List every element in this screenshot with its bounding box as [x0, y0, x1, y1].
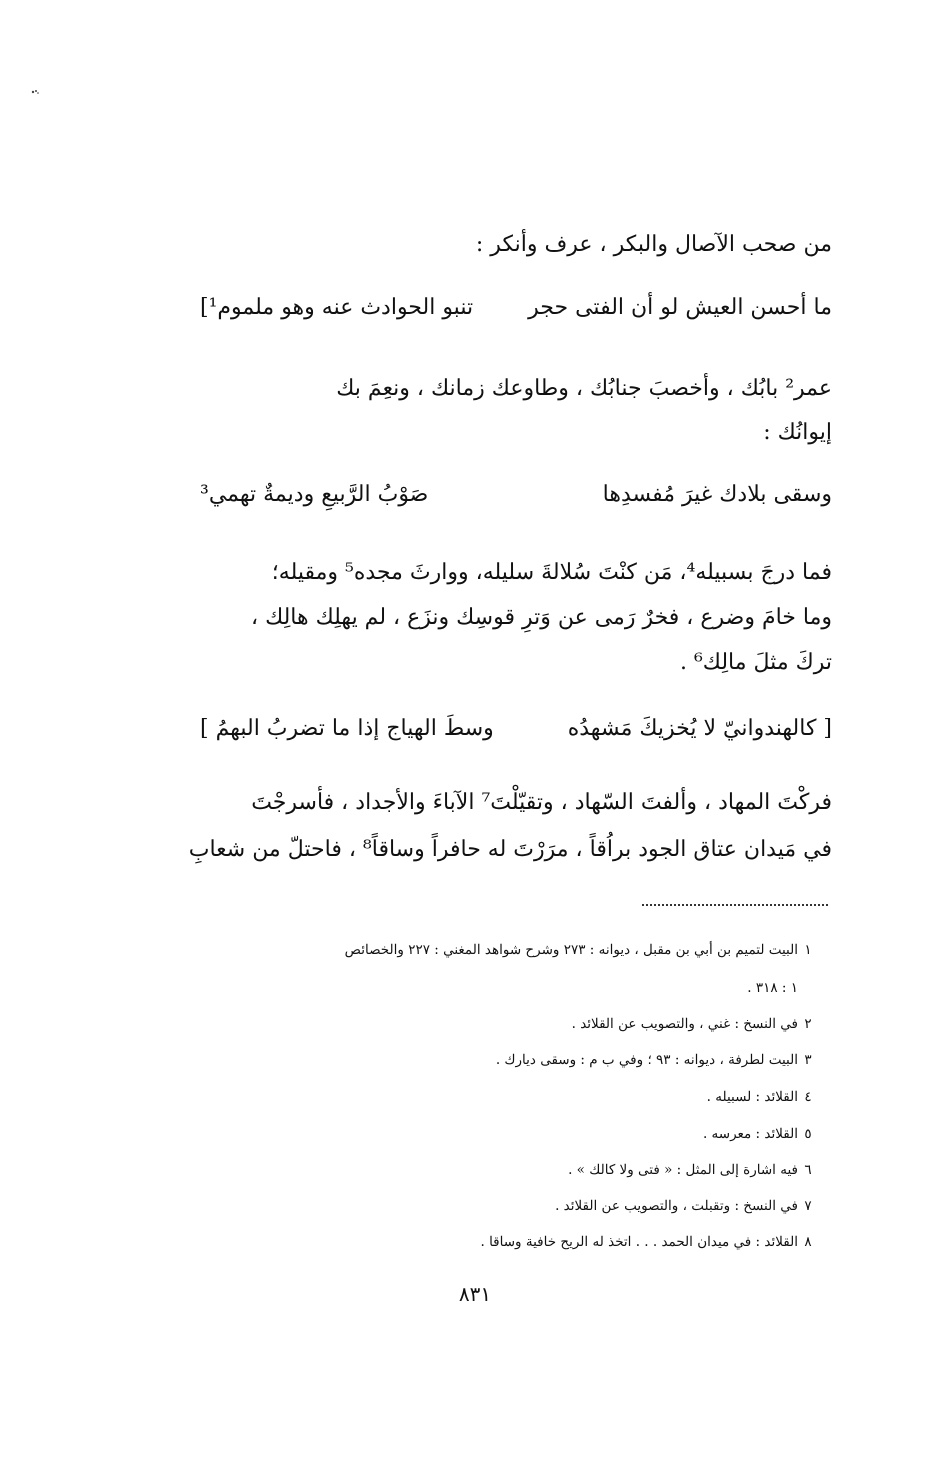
body-line: فما درجَ بسبيله⁴، مَن كنْتَ سُلالةَ سليله، ووارثَ مجده⁵ ومقيله؛ — [271, 560, 832, 585]
footnote-text: البيت لطرفة ، ديوانه : ٩٣ ؛ وفي ب م : وسقى ديارك . — [495, 1052, 798, 1068]
footnote-text: القلائد : لسبيله . — [706, 1089, 798, 1105]
footnote — [703, 1126, 818, 1142]
body-line: وما خامَ وضرع ، فخرٌ رَمى عن وَترِ قوسِك ونزَع ، لم يهلِك هالِك ، — [250, 605, 832, 630]
footnote-text: القلائد : معرسه . — [702, 1126, 798, 1142]
verse-second-hemistich: صَوْبُ الرَّبيعِ وديمةٌ تهمي³ — [200, 482, 429, 507]
ink-speck — [30, 88, 40, 96]
footnote-separator — [642, 904, 828, 906]
verse-second-hemistich: تنبو الحوادث عنه وهو ملموم¹] — [200, 295, 474, 320]
body-line: من صحب الآصال والبكر ، عرف وأنكر : — [475, 232, 832, 257]
verse-first-hemistich: ما أحسن العيش لو أن الفتى حجر — [528, 295, 832, 320]
footnote-text: في النسخ : غني ، والتصويب عن القلائد . — [571, 1016, 798, 1032]
footnote-number: ٨ — [804, 1234, 812, 1250]
footnote — [747, 980, 818, 996]
footnote — [568, 1162, 818, 1178]
footnote-number: ٧ — [804, 1198, 812, 1214]
footnote-text: في النسخ : وتقبلت ، والتصويب عن القلائد . — [555, 1198, 798, 1214]
verse-second-hemistich: وسطَ الهياج إذا ما تضربُ البهمُ ] — [200, 716, 494, 741]
footnote — [480, 1234, 818, 1250]
footnote-number: ١ — [804, 942, 812, 958]
body-line: في مَيدان عتاق الجود براُقاً ، مرَرْتَ له حافراً وساقاً⁸ ، فاحتلّ من شعابِ — [188, 837, 832, 862]
footnote-text: فيه اشارة إلى المثل : « فتى ولا كالك » . — [568, 1162, 798, 1178]
body-line: تركَ مثلَ مالِك⁶ . — [679, 650, 832, 675]
body-line: إيوانُك : — [763, 420, 832, 445]
footnote-number: ٤ — [804, 1089, 812, 1105]
footnote-text: البيت لتميم بن أبي بن مقبل ، ديوانه : ٢٧٣ وشرح شواهد المغني : ٢٢٧ والخصائص — [344, 942, 798, 958]
footnote — [572, 1016, 818, 1032]
footnote-text: ١ : ٣١٨ . — [747, 980, 798, 996]
verse-first-hemistich: [ كالهندوانيّ لا يُخزيكَ مَشهدُه — [567, 716, 832, 741]
footnote — [555, 1198, 818, 1214]
footnote-number: ٢ — [804, 1016, 812, 1032]
footnote — [345, 942, 818, 958]
body-line: عمر² بابُك ، وأخصبَ جنابُك ، وطاوعك زمانك ، ونعِمَ بك — [336, 376, 832, 401]
body-line: فركْتَ المهاد ، وألفتَ السّهاد ، وتقيّلْتَ⁷ الآباءَ والأجداد ، فأسرجْتَ — [251, 790, 832, 815]
footnote-number: ٣ — [804, 1052, 812, 1068]
footnote-number: ٥ — [804, 1126, 812, 1142]
footnote-text: القلائد : في ميدان الحمد . . . اتخذ له الريح خافية وساقا . — [480, 1234, 798, 1250]
verse-first-hemistich: وسقى بلادك غيرَ مُفسدِها — [602, 482, 832, 507]
page-number: ٨٣١ — [458, 1282, 492, 1306]
footnote-number: ٦ — [804, 1162, 812, 1178]
footnote — [707, 1089, 818, 1105]
footnote — [496, 1052, 818, 1068]
